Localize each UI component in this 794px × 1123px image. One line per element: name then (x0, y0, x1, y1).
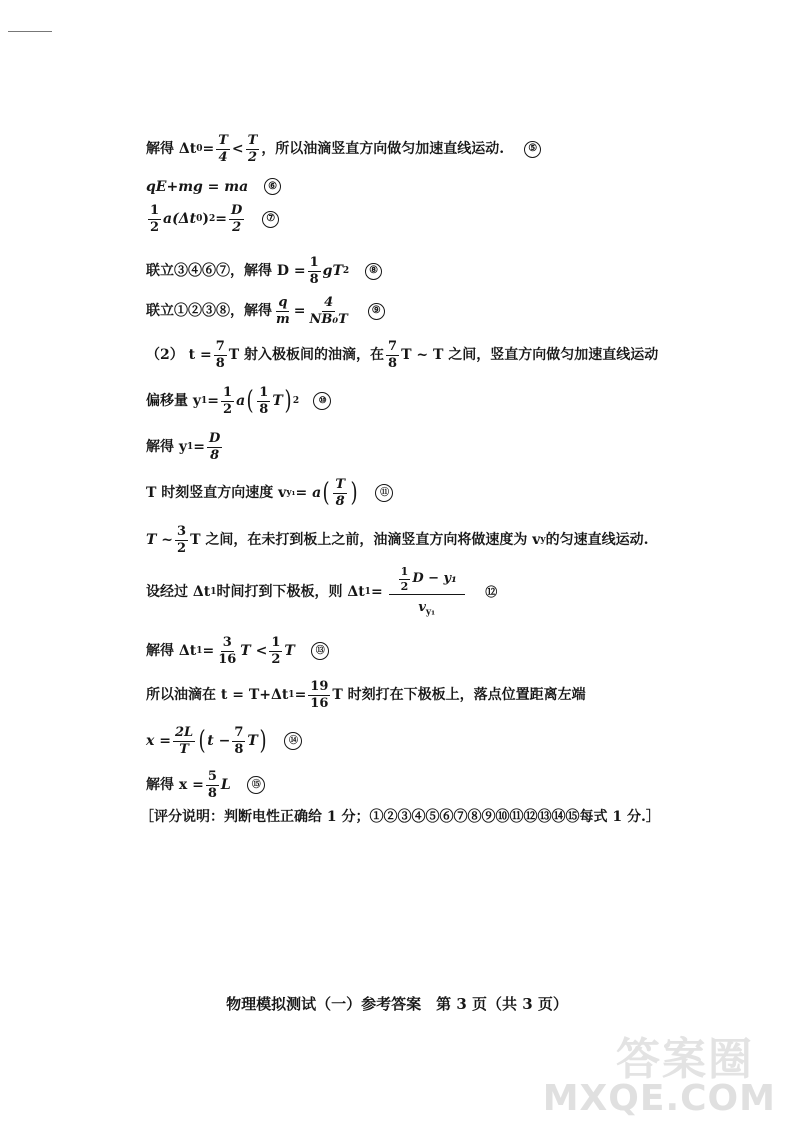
numerator: 5 (207, 769, 217, 784)
fraction (216, 134, 230, 164)
fraction (206, 770, 219, 800)
text: t − (207, 733, 231, 750)
solution-line-5 (146, 296, 385, 326)
right-paren: ) (259, 726, 267, 757)
text: T < (240, 643, 268, 660)
denominator: 8 (309, 271, 319, 287)
text: 联立③④⑥⑦，解得 D = (146, 263, 306, 280)
denominator (416, 595, 437, 618)
numerator: 4 (324, 295, 334, 310)
numerator: 1 (309, 255, 319, 270)
fraction (214, 340, 227, 370)
numerator: 1 (223, 385, 233, 400)
text: T (284, 643, 295, 660)
compound-fraction (389, 566, 465, 618)
equation-number: ⑫ (485, 585, 497, 600)
text: 联立①②③⑧，解得 (146, 303, 272, 320)
numerator: 7 (388, 339, 398, 354)
equation-number: ⑥ (264, 178, 281, 195)
denominator: 16 (218, 651, 237, 667)
denominator: 2 (247, 149, 257, 165)
text: T (272, 393, 283, 410)
solution-line-12 (146, 636, 329, 666)
fraction (257, 386, 270, 416)
equation-number: ⑭ (284, 732, 302, 750)
numerator: 1 (259, 385, 269, 400)
text: （2） t = (146, 347, 212, 364)
text: 解得 x = (146, 777, 204, 794)
numerator: D (230, 203, 243, 218)
subscript: 1 (364, 586, 371, 597)
equation-number: ⑬ (311, 642, 329, 660)
left-paren: ( (322, 478, 330, 509)
text: x = (146, 733, 171, 750)
text: = (370, 584, 383, 601)
text: < (231, 141, 244, 158)
solution-line-7 (146, 386, 331, 416)
solution-line-10 (146, 525, 649, 555)
numerator: 3 (177, 524, 187, 539)
text: T 之间，在未打到板上之前，油滴竖直方向将做速度为 v (190, 532, 541, 549)
solution-line-3 (146, 204, 279, 234)
solution-line-14 (146, 726, 302, 756)
solution-line-8 (146, 432, 224, 462)
watermark-logo: 答案圈 (616, 1034, 754, 1085)
subscript: y₁ (286, 487, 296, 498)
equation: qE+mg = ma (146, 178, 249, 195)
subscript: 0 (196, 143, 203, 154)
watermark-url: MXQE.COM (542, 1078, 776, 1119)
solution-line-2 (146, 178, 281, 195)
denominator: 4 (218, 149, 228, 165)
superscript: 2 (342, 265, 350, 276)
text: ) (202, 211, 209, 228)
equation-number: ⑮ (247, 776, 265, 794)
text: D − y₁ (412, 571, 457, 587)
subscript: y₁ (425, 607, 436, 618)
equation-number: ⑨ (368, 303, 385, 320)
text: ［评分说明：判断电性正确给 1 分；①②③④⑤⑥⑦⑧⑨⑩⑪⑫⑬⑭⑮每式 1 分.］ (140, 809, 660, 825)
numerator: 7 (215, 339, 225, 354)
subscript: 1 (288, 689, 295, 700)
text: 解得 Δt (146, 141, 197, 158)
superscript: 2 (208, 213, 216, 224)
right-paren: ) (284, 386, 292, 417)
denominator: 8 (335, 493, 345, 509)
denominator: 16 (310, 695, 329, 711)
numerator: 1 (150, 203, 160, 218)
denominator: 2 (400, 579, 409, 593)
denominator: 8 (207, 785, 217, 801)
denominator: 8 (215, 355, 225, 371)
fraction (148, 204, 161, 234)
fraction (333, 478, 347, 508)
text: = a (295, 485, 322, 502)
text: T ~ (146, 532, 174, 549)
text: gT (322, 263, 343, 280)
fraction (269, 636, 282, 666)
equation-number: ⑧ (365, 263, 382, 280)
scoring-note (140, 810, 660, 824)
numerator: D (209, 431, 221, 446)
fraction (386, 340, 399, 370)
text: 的匀速直线运动. (545, 532, 649, 549)
text: 时间打到下极板，则 Δt (216, 584, 365, 601)
corner-mark (8, 31, 52, 32)
fraction (207, 432, 222, 462)
fraction (229, 204, 244, 234)
text: 偏移量 y (146, 393, 202, 410)
fraction (216, 636, 238, 666)
fraction (274, 296, 292, 326)
superscript: 2 (292, 395, 300, 406)
subscript: 0 (196, 213, 203, 224)
text: T 时刻竖直方向速度 v (146, 485, 287, 502)
text: 所以油滴在 t = T+Δt (146, 687, 289, 704)
denominator: 8 (210, 447, 220, 463)
text: a (236, 393, 246, 410)
denominator: NB₀T (309, 311, 348, 327)
text: = (215, 211, 227, 228)
numerator: 1 (400, 565, 409, 578)
text: = (202, 141, 215, 158)
fraction (308, 256, 321, 286)
fraction (246, 134, 260, 164)
solution-line-6 (146, 340, 658, 370)
text: a(Δt (163, 211, 197, 228)
equation-number: ⑪ (375, 484, 393, 502)
text: 解得 Δt (146, 643, 197, 660)
text: = (193, 439, 206, 456)
text: 设经过 Δt (146, 584, 211, 601)
text: L (220, 777, 231, 794)
numerator: 2L (174, 725, 194, 740)
numerator: T (247, 133, 258, 148)
denominator: 2 (150, 219, 160, 235)
solution-line-9 (146, 478, 393, 508)
text: T (247, 733, 258, 750)
text: = (207, 393, 220, 410)
text: = (202, 643, 215, 660)
numerator: 19 (310, 679, 329, 694)
denominator: 2 (177, 540, 187, 556)
denominator: 2 (223, 401, 233, 417)
text: = (293, 303, 306, 320)
text: T 射入极板间的油滴，在 (228, 347, 385, 364)
text: = (294, 687, 307, 704)
denominator: m (276, 311, 290, 327)
solution-line-15 (146, 770, 265, 800)
fraction (221, 386, 234, 416)
numerator: q (278, 295, 288, 310)
text: T ~ T 之间，竖直方向做匀加速直线运动 (401, 347, 659, 364)
denominator: 8 (259, 401, 269, 417)
solution-line-4 (146, 256, 382, 286)
equation-number: ⑦ (262, 211, 279, 228)
numerator: 7 (234, 725, 244, 740)
numerator: 3 (222, 635, 232, 650)
solution-line-13 (146, 680, 586, 710)
fraction (308, 296, 350, 326)
solution-line-11 (146, 566, 499, 618)
text: ，所以油滴竖直方向做匀加速直线运动. (261, 141, 505, 158)
denominator: 8 (388, 355, 398, 371)
page-footer: 物理模拟测试（一）参考答案 第 3 页（共 3 页） (226, 995, 568, 1013)
subscript: 1 (201, 395, 208, 406)
right-paren: ) (350, 478, 358, 509)
subscript: 1 (187, 441, 194, 452)
text: v (418, 600, 426, 616)
subscript: 1 (196, 645, 203, 656)
numerator (389, 566, 465, 595)
numerator: T (218, 133, 228, 148)
fraction (399, 566, 411, 592)
denominator: 2 (271, 651, 281, 667)
text: 解得 y (146, 439, 188, 456)
denominator: 8 (234, 741, 244, 757)
subscript: 1 (210, 586, 217, 597)
denominator: T (179, 741, 189, 757)
left-paren: ( (246, 386, 254, 417)
text: T 时刻打在下极板上，落点位置距离左端 (332, 687, 586, 704)
solution-line-1 (146, 134, 541, 164)
fraction (173, 726, 195, 756)
denominator: 2 (232, 219, 242, 235)
numerator: 1 (271, 635, 281, 650)
fraction (232, 726, 245, 756)
subscript: y (540, 534, 546, 545)
left-paren: ( (198, 726, 206, 757)
equation-number: ⑤ (524, 141, 541, 158)
numerator: T (335, 477, 346, 492)
fraction (175, 525, 188, 555)
fraction (308, 680, 330, 710)
equation-number: ⑩ (313, 392, 331, 410)
